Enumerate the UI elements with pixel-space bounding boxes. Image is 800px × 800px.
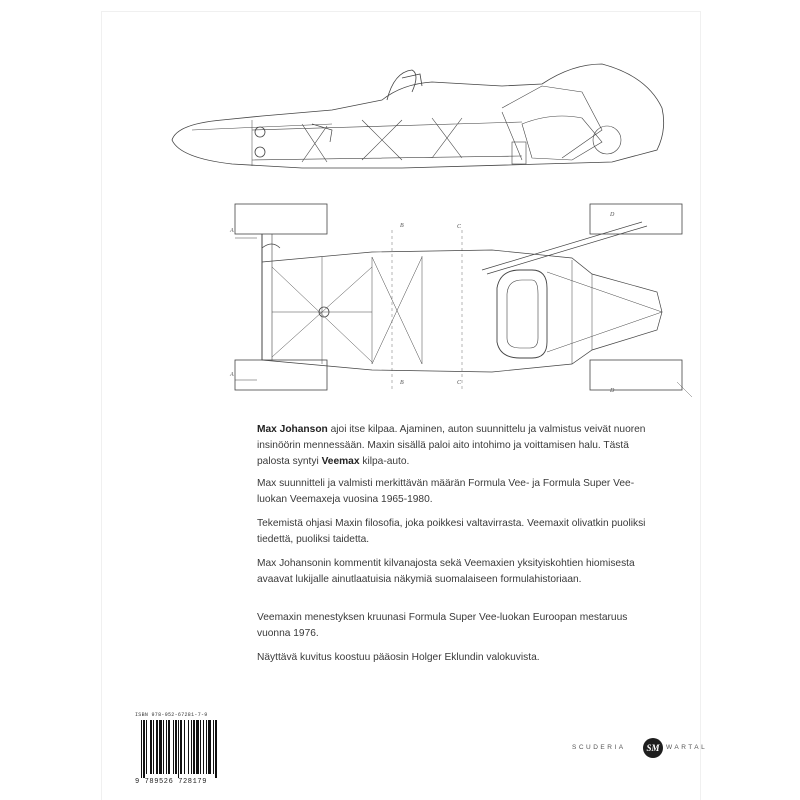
barcode-bar: [180, 720, 182, 774]
barcode-bar: [173, 720, 174, 774]
barcode-icon: [139, 720, 243, 778]
barcode-bar: [153, 720, 154, 774]
section-label-a-bottom: A: [230, 372, 234, 378]
barcode-bar: [184, 720, 185, 774]
car-name: Veemax: [321, 456, 360, 467]
barcode-bar: [200, 720, 201, 774]
paragraph-4: [257, 556, 657, 588]
isbn-label: ISBN 978-952-67281-7-9: [135, 712, 208, 718]
section-label-b-top: B: [400, 223, 404, 229]
barcode-bar: [166, 720, 167, 774]
paragraph-6: [257, 650, 657, 666]
section-label-d-top: D: [610, 212, 615, 218]
barcode-bar: [215, 720, 217, 778]
barcode-bar: [143, 720, 145, 778]
barcode-bar: [213, 720, 214, 774]
barcode-bar: [175, 720, 177, 774]
section-label-c-bottom: C: [457, 380, 462, 386]
intro-text-1: ajoi itse kilpaa. Ajaminen, auton suunnittelu ja valmistus veivät nuoren insinöörin mennessään. Maxin sisällä paloi aito intohimo ja voittamisen halu. Tästä palosta syntyi: [257, 424, 646, 467]
barcode-bar: [178, 720, 179, 778]
barcode-bar: [168, 720, 170, 774]
paragraph-3-text: Tekemistä ohjasi Maxin filosofia, joka poikkesi valtavirrasta. Veemaxit olivatkin puoliksi tiedettä, puoliksi taidetta.: [257, 518, 646, 545]
barcode-bar: [193, 720, 195, 774]
barcode-bar: [206, 720, 207, 774]
car-top-view-drawing: [235, 204, 692, 397]
barcode-bar: [191, 720, 192, 774]
author-name: Max Johanson: [257, 424, 328, 435]
publisher-logo-icon: SM: [643, 738, 663, 758]
paragraph-intro: [257, 422, 657, 470]
barcode-bar: [150, 720, 152, 774]
back-cover: [102, 12, 708, 800]
paragraph-5-text: Veemaxin menestyksen kruunasi Formula Super Vee-luokan Euroopan mestaruus vuonna 1976.: [257, 612, 628, 639]
barcode-bar: [163, 720, 164, 774]
section-label-a-top: A: [230, 228, 234, 234]
section-label-d-bottom: D: [610, 388, 615, 394]
publisher-wartal: WARTAL: [666, 744, 708, 751]
paragraph-6-text: Näyttävä kuvitus koostuu pääosin Holger Eklundin valokuvista.: [257, 652, 540, 663]
section-label-b-bottom: B: [400, 380, 404, 386]
paragraph-2: [257, 476, 657, 508]
barcode-bar: [188, 720, 189, 774]
isbn-barcode: [135, 712, 247, 788]
car-technical-drawings: [102, 12, 700, 412]
ean-digits: 9 789526 728179: [135, 778, 208, 786]
barcode-bar: [203, 720, 204, 774]
barcode-bar: [156, 720, 158, 774]
barcode-bar: [208, 720, 211, 774]
barcode-bar: [159, 720, 162, 774]
intro-text-2: kilpa-auto.: [359, 456, 410, 467]
paragraph-2-text: Max suunnitteli ja valmisti merkittävän määrän Formula Vee- ja Formula Super Vee-luokan Veemaxeja vuosina 1965-1980.: [257, 478, 635, 505]
publisher-scuderia: SCUDERIA: [572, 744, 626, 751]
paragraph-4-text: Max Johansonin kommentit kilvanajosta sekä Veemaxien yksityiskohtien hiomisesta avaavat lukijalle ainutlaatuisia näkymiä suomalaiseen formulahistoriaan.: [257, 558, 635, 585]
barcode-bar: [141, 720, 142, 778]
section-label-c-top: C: [457, 224, 462, 230]
paragraph-3: [257, 516, 657, 548]
barcode-bar: [146, 720, 147, 774]
publisher-logos: [572, 738, 708, 760]
paragraph-5: [257, 610, 657, 642]
car-side-view-drawing: [172, 64, 664, 168]
barcode-bar: [196, 720, 199, 774]
